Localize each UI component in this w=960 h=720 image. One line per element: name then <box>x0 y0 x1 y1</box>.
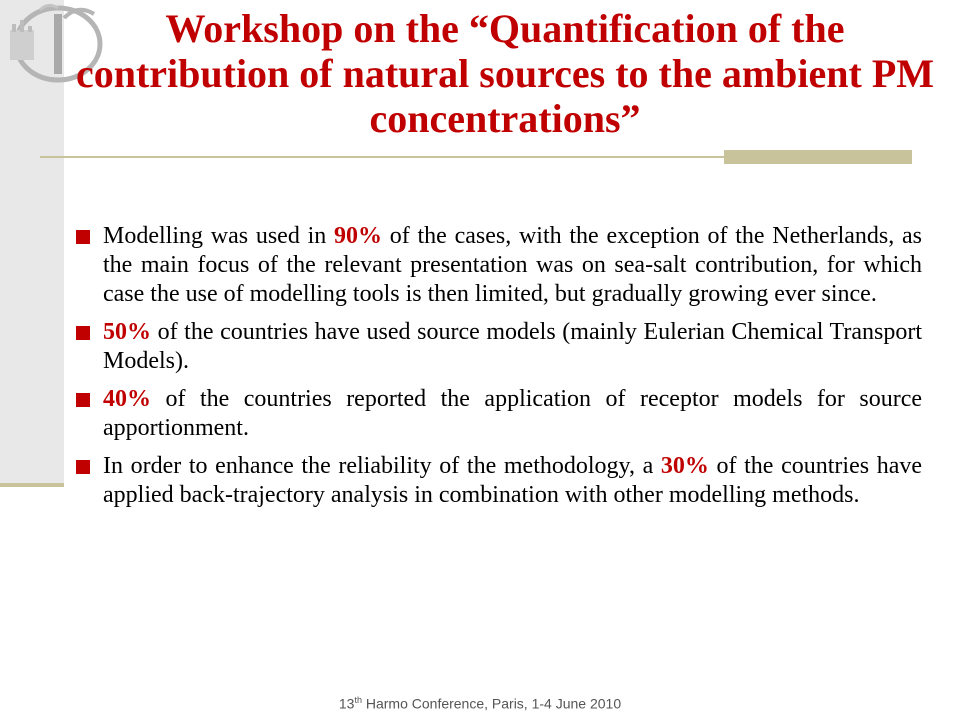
footer-text <box>0 695 960 712</box>
bullet-square-icon <box>76 393 90 407</box>
bullet-percentage: 30% <box>660 453 709 479</box>
bullet-text: In order to enhance the reliability of the methodology, a <box>103 453 661 479</box>
bullet-square-icon <box>76 326 90 340</box>
bullet-item <box>76 452 922 510</box>
bullet-square-icon <box>76 460 90 474</box>
bullet-item <box>76 222 922 309</box>
slide-title: Workshop on the “Quantification of the contribution of natural sources to the ambient PM concentrations” <box>75 6 935 141</box>
bullet-text: of the countries reported the application of receptor models for source apportionment. <box>103 386 922 441</box>
bullet-percentage: 90% <box>334 223 382 249</box>
bullet-list <box>76 222 922 519</box>
bullet-text: of the cases, with the exception of the Netherlands, as the main focus of the relevant presentation was on sea-salt contribution, for which case the use of modelling tools is then limited, but gradually growing ever since. <box>103 223 923 307</box>
bullet-text: of the countries have used source models (mainly Eulerian Chemical Transport Models). <box>103 319 922 374</box>
left-strip-base <box>0 483 64 487</box>
footer-ordinal: 13 <box>338 695 355 712</box>
bullet-text: of the countries have applied back-trajectory analysis in combination with other modelling methods. <box>103 453 922 508</box>
bullet-square-icon <box>76 230 90 244</box>
bullet-percentage: 40% <box>103 386 151 412</box>
bullet-text: Modelling was used in <box>103 223 334 249</box>
bullet-item <box>76 318 922 376</box>
footer-conference: Harmo Conference, Paris, 1-4 June 2010 <box>361 695 622 712</box>
title-accent-bar <box>724 150 912 164</box>
footer-ordinal-suffix: th <box>354 695 362 705</box>
bullet-percentage: 50% <box>103 319 151 345</box>
bullet-item <box>76 385 922 443</box>
